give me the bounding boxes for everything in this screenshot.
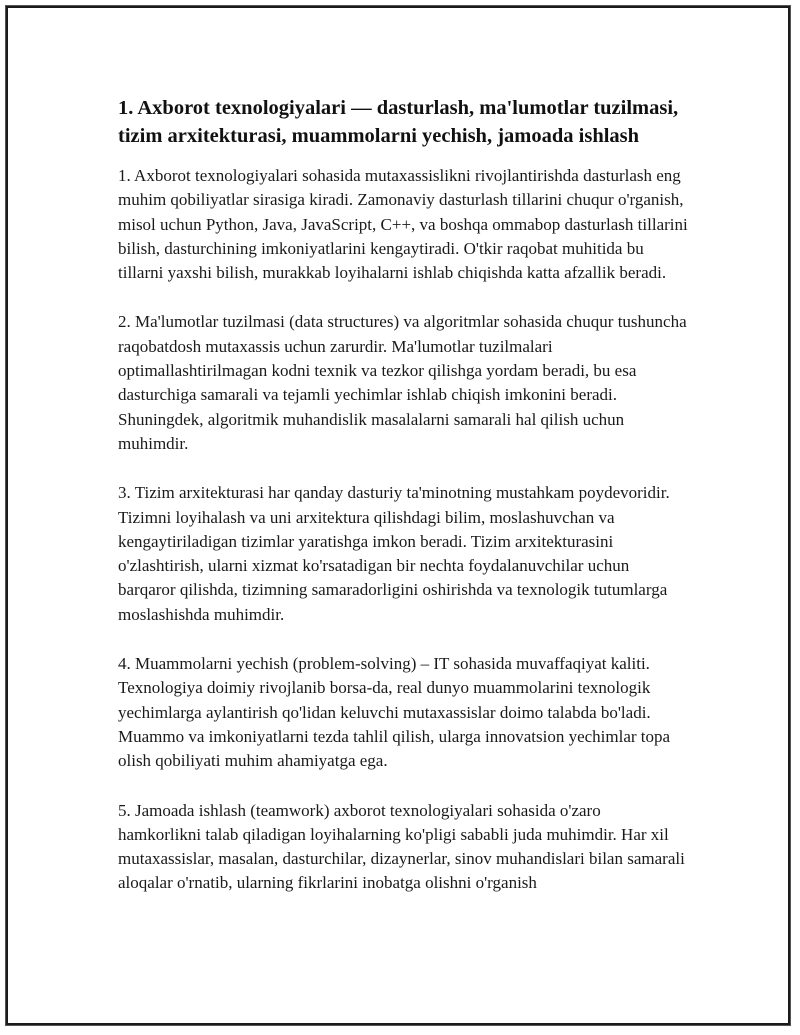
document-body	[118, 94, 688, 921]
paragraph-problem-solving: 4. Muammolarni yechish (problem-solving) – IT sohasida muvaffaqiyat kaliti. Texnologiya doimiy rivojlanib borsa-da, real dunyo muammolarini texnologik yechimlarga aylantirish qo'lidan keluvchi mutaxassislar doimo talabda bo'ladi. Muammo va imkoniyatlarni tezda tahlil qilish, ularga innovatsion yechimlar topa olish qobiliyati muhim ahamiyatga ega.	[118, 654, 671, 771]
document-title: 1. Axborot texnologiyalari — dasturlash, ma'lumotlar tuzilmasi, tizim arxitekturasi, muammolarni yechish, jamoada ishlash	[118, 97, 679, 147]
paragraph-programming: 1. Axborot texnologiyalari sohasida mutaxassislikni rivojlantirishda dasturlash eng muhim qobiliyatlar sirasiga kiradi. Zamonaviy dasturlash tillarini chuqur o'rganish, misol uchun Python, Java, JavaScript, C++, va boshqa ommabop dasturlash tillarini bilish, dasturchining imkoniyatlarini kengaytiradi. O'tkir raqobat muhitida bu tillarni yaxshi bilish, murakkab loyihalarni ishlab chiqishda katta afzallik beradi.	[118, 166, 688, 283]
paragraph-teamwork: 5. Jamoada ishlash (teamwork) axborot texnologiyalari sohasida o'zaro hamkorlikni talab qiladigan loyihalarning ko'pligi sababli juda muhimdir. Har xil mutaxassislar, masalan, dasturchilar, dizaynerlar, sinov muhandislari bilan samarali aloqalar o'rnatib, ularning fikrlarini inobatga olishni o'rganish	[118, 800, 685, 893]
paragraph-system-architecture: 3. Tizim arxitekturasi har qanday dasturiy ta'minotning mustahkam poydevoridir. Tizimni loyihalash va uni arxitektura qilishdagi bilim, moslashuvchan va kengaytiriladigan tizimlar yaratishga imkon beradi. Tizim arxitekturasini o'zlashtirish, ularni xizmat ko'rsatadigan bir nechta foydalanuvchilar uchun barqaror qilishda, tizimning samaradorligini oshirishda va texnologik tutumlarga moslashishda muhimdir.	[118, 483, 670, 624]
paragraph-data-structures: 2. Ma'lumotlar tuzilmasi (data structures) va algoritmlar sohasida chuqur tushuncha raqobatdosh mutaxassis uchun zarurdir. Ma'lumotlar tuzilmalari optimallashtirilmagan kodni texnik va tezkor qilishga yordam beradi, bu esa dasturchiga samarali va tejamli yechimlar ishlab chiqish imkonini beradi. Shuningdek, algoritmik muhandislik masalalarni samarali hal qilish uchun muhimdir.	[118, 312, 687, 453]
